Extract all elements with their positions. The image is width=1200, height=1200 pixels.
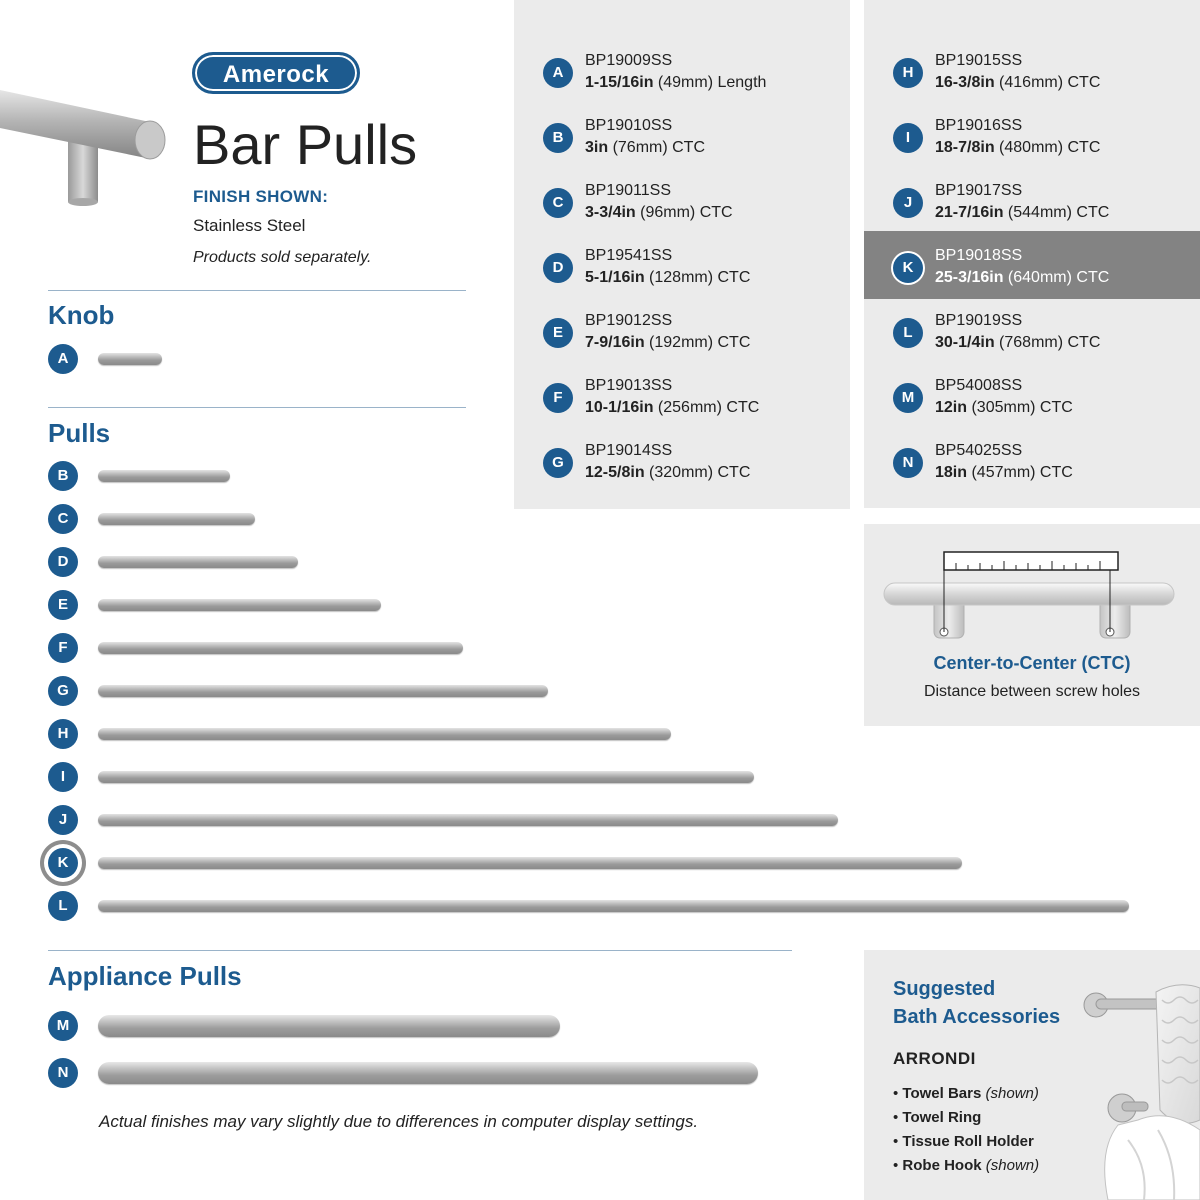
product-measurement: 3in (76mm) CTC: [585, 139, 706, 156]
product-code: BP19017SS: [935, 182, 1023, 199]
size-badge-g: G: [48, 676, 78, 706]
accessories-title-line2: Bath Accessories: [893, 1006, 1061, 1028]
product-item-g: [543, 442, 843, 507]
size-badge-d: D: [48, 547, 78, 577]
size-badge-k: K: [48, 848, 78, 878]
ctc-diagram: [878, 548, 1180, 644]
section-appliance-pulls: Appliance Pulls: [48, 961, 242, 991]
size-badge-j: J: [48, 805, 78, 835]
product-code: BP19014SS: [585, 442, 673, 459]
size-bar-m: [98, 1015, 560, 1037]
size-bar-g: [98, 685, 548, 697]
product-item-b: [543, 117, 843, 182]
size-bar-b: [98, 470, 230, 482]
accessory-item: • Towel Bars (shown): [893, 1085, 1039, 1102]
product-code: BP19018SS: [935, 247, 1023, 264]
accessory-item: • Tissue Roll Holder: [893, 1133, 1034, 1150]
ctc-description: Distance between screw holes: [923, 683, 1141, 700]
size-badge-m: M: [48, 1011, 78, 1041]
product-measurement: 3-3/4in (96mm) CTC: [585, 204, 733, 221]
accessories-title-line1: Suggested: [893, 978, 996, 1000]
product-item-c: [543, 182, 843, 247]
product-badge: J: [893, 188, 923, 218]
product-badge: B: [543, 123, 573, 153]
disclaimer: Actual finishes may vary slightly due to differences in computer display settings.: [99, 1112, 699, 1131]
product-badge: K: [893, 253, 923, 283]
bar-pull-product-image: [0, 70, 175, 210]
product-code: BP54025SS: [935, 442, 1023, 459]
product-measurement: 18-7/8in (480mm) CTC: [935, 139, 1101, 156]
product-item-f: [543, 377, 843, 442]
product-badge: A: [543, 58, 573, 88]
amerock-logo: [192, 52, 360, 94]
size-badge-c: C: [48, 504, 78, 534]
product-measurement: 12in (305mm) CTC: [935, 399, 1073, 416]
product-measurement: 5-1/16in (128mm) CTC: [585, 269, 751, 286]
product-code: BP19010SS: [585, 117, 673, 134]
product-item-e: [543, 312, 843, 377]
section-knob: Knob: [48, 300, 115, 330]
product-code: BP54008SS: [935, 377, 1023, 394]
accessories-brand: ARRONDI: [893, 1049, 976, 1068]
size-bar-l: [98, 900, 1129, 912]
finish-label: FINISH SHOWN:: [193, 187, 329, 206]
divider: [48, 950, 792, 951]
ctc-title: Center-to-Center (CTC): [933, 653, 1131, 673]
product-item-m: [893, 377, 1193, 442]
size-bar-j: [98, 814, 838, 826]
bath-accessories-image: [1078, 980, 1200, 1200]
product-badge: C: [543, 188, 573, 218]
sold-separately-note: Products sold separately.: [193, 249, 372, 266]
product-item-a: [543, 52, 843, 117]
size-bar-i: [98, 771, 754, 783]
product-item-i: [893, 117, 1193, 182]
product-code: BP19011SS: [585, 182, 671, 199]
size-bar-h: [98, 728, 671, 740]
product-badge: I: [893, 123, 923, 153]
product-badge: E: [543, 318, 573, 348]
product-badge: D: [543, 253, 573, 283]
product-code: BP19015SS: [935, 52, 1023, 69]
product-code: BP19012SS: [585, 312, 673, 329]
divider: [48, 407, 466, 408]
product-measurement: 21-7/16in (544mm) CTC: [935, 204, 1110, 221]
product-item-n: [893, 442, 1193, 507]
product-item-d: [543, 247, 843, 312]
product-item-l: [893, 312, 1193, 377]
product-measurement: 12-5/8in (320mm) CTC: [585, 464, 751, 481]
size-badge-n: N: [48, 1058, 78, 1088]
product-code: BP19541SS: [585, 247, 673, 264]
product-badge: L: [893, 318, 923, 348]
size-badge-l: L: [48, 891, 78, 921]
size-bar-c: [98, 513, 255, 525]
page-title: Bar Pulls: [193, 113, 418, 176]
product-badge: M: [893, 383, 923, 413]
product-measurement: 18in (457mm) CTC: [935, 464, 1073, 481]
product-code: BP19009SS: [585, 52, 673, 69]
size-bar-a: [98, 353, 162, 365]
product-measurement: 7-9/16in (192mm) CTC: [585, 334, 751, 351]
size-bar-k: [98, 857, 962, 869]
accessory-item: • Robe Hook (shown): [893, 1157, 1040, 1174]
size-badge-a: A: [48, 344, 78, 374]
product-item-h: [893, 52, 1193, 117]
size-bar-e: [98, 599, 381, 611]
product-measurement: 1-15/16in (49mm) Length: [585, 74, 767, 91]
size-badge-f: F: [48, 633, 78, 663]
size-badge-e: E: [48, 590, 78, 620]
size-bar-f: [98, 642, 463, 654]
product-code: BP19016SS: [935, 117, 1023, 134]
size-bar-n: [98, 1062, 758, 1084]
product-badge: N: [893, 448, 923, 478]
product-badge: G: [543, 448, 573, 478]
product-item-k: [893, 247, 1193, 312]
finish-value: Stainless Steel: [193, 216, 306, 235]
section-pulls: Pulls: [48, 418, 111, 448]
size-badge-i: I: [48, 762, 78, 792]
product-item-j: [893, 182, 1193, 247]
accessory-item: • Towel Ring: [893, 1109, 982, 1126]
product-code: BP19019SS: [935, 312, 1023, 329]
product-measurement: 25-3/16in (640mm) CTC: [935, 269, 1110, 286]
product-measurement: 16-3/8in (416mm) CTC: [935, 74, 1101, 91]
product-badge: F: [543, 383, 573, 413]
product-badge: H: [893, 58, 923, 88]
divider: [48, 290, 466, 291]
size-badge-h: H: [48, 719, 78, 749]
size-bar-d: [98, 556, 298, 568]
product-measurement: 10-1/16in (256mm) CTC: [585, 399, 760, 416]
product-code: BP19013SS: [585, 377, 673, 394]
size-badge-b: B: [48, 461, 78, 491]
product-measurement: 30-1/4in (768mm) CTC: [935, 334, 1101, 351]
logo-text: Amerock: [222, 61, 330, 88]
